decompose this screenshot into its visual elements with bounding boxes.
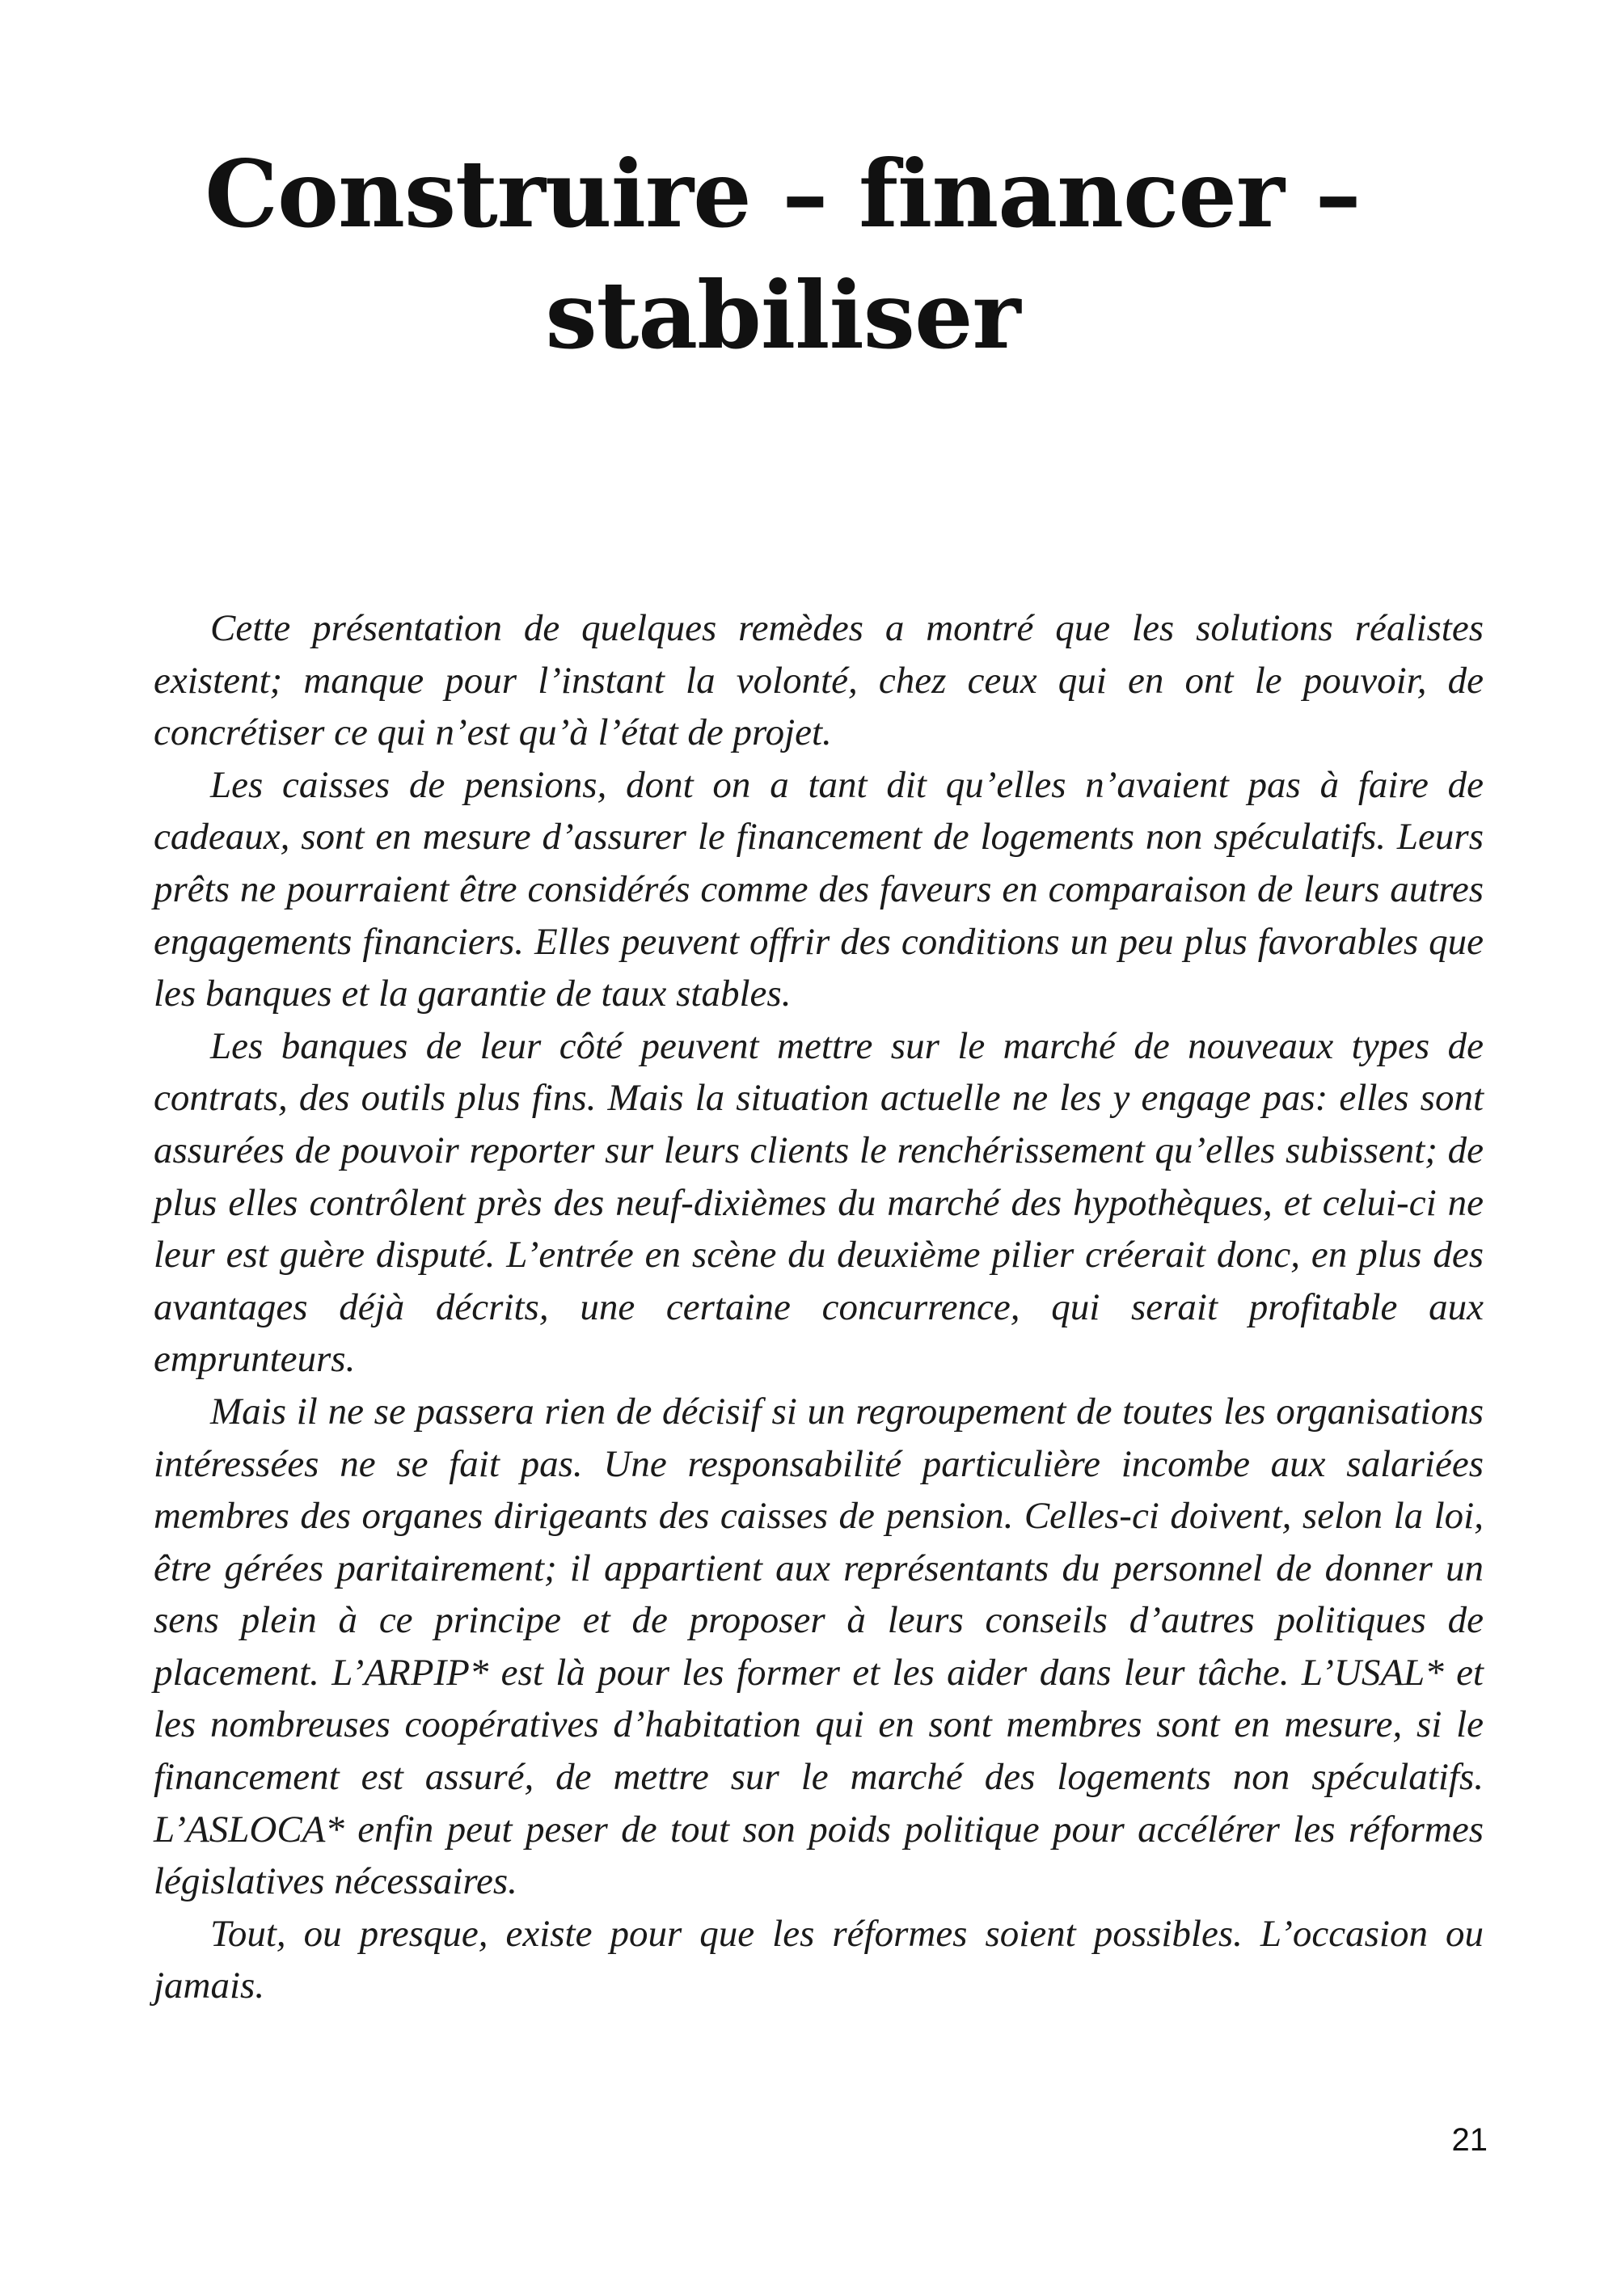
body-text bbox=[154, 602, 1484, 2012]
page-number: 21 bbox=[1451, 2122, 1488, 2158]
paragraph-3: Les banques de leur côté peuvent mettre sur le marché de nouveaux types de contrats, des outils plus fins. Mais la situation actuelle ne les y engage pas: elles sont assurées de pouvoir reporter sur leurs clients le renchérissement qu’elles subissent; de plus elles contrôlent près des neuf-dixièmes du marché des hypothèques, et celui-ci ne leur est guère disputé. L’entrée en scène du deuxième pilier créerait donc, en plus des avantages déjà décrits, une certaine concurrence, qui serait profitable aux emprunteurs. bbox=[154, 1024, 1484, 1381]
paragraph-4: Mais il ne se passera rien de décisif si un regroupement de toutes les organisations intéressées ne se fait pas. Une responsabilité particulière incombe aux salariées membres des organes dirigeants des caisses de pension. Celles-ci doivent, selon la loi, être gérées paritairement; il appartient aux représentants du personnel de donner un sens plein à ce principe et de proposer à leurs conseils d’autres politiques de placement. L’ARPIP* est là pour les former et les aider dans leur tâche. L’USAL* et les nombreuses coopératives d’habitation qui en sont membres sont en mesure, si le financement est assuré, de mettre sur le marché des logements non spéculatifs. L’ASLOCA* enfin peut peser de tout son poids politique pour accélérer les réformes législatives nécessaires. bbox=[154, 1390, 1484, 1903]
page-title: Construire – financer – stabiliser bbox=[205, 140, 1361, 369]
paragraph-5: Tout, ou presque, existe pour que les réformes soient possibles. L’occasion ou jamais. bbox=[154, 1912, 1484, 2007]
paragraph-1: Cette présentation de quelques remèdes a montré que les solutions réalistes existent; manque pour l’instant la volonté, chez ceux qui en ont le pouvoir, de concrétiser ce qui n’est qu’à l’état de projet. bbox=[154, 607, 1484, 754]
paragraph-2: Les caisses de pensions, dont on a tant dit qu’elles n’avaient pas à faire de cadeaux, sont en mesure d’assurer le financement de logements non spéculatifs. Leurs prêts ne pourraient être considérés comme des faveurs en comparaison de leurs autres engagements financiers. Elles peuvent offrir des conditions un peu plus favorables que les banques et la garantie de taux stables. bbox=[154, 763, 1484, 1015]
